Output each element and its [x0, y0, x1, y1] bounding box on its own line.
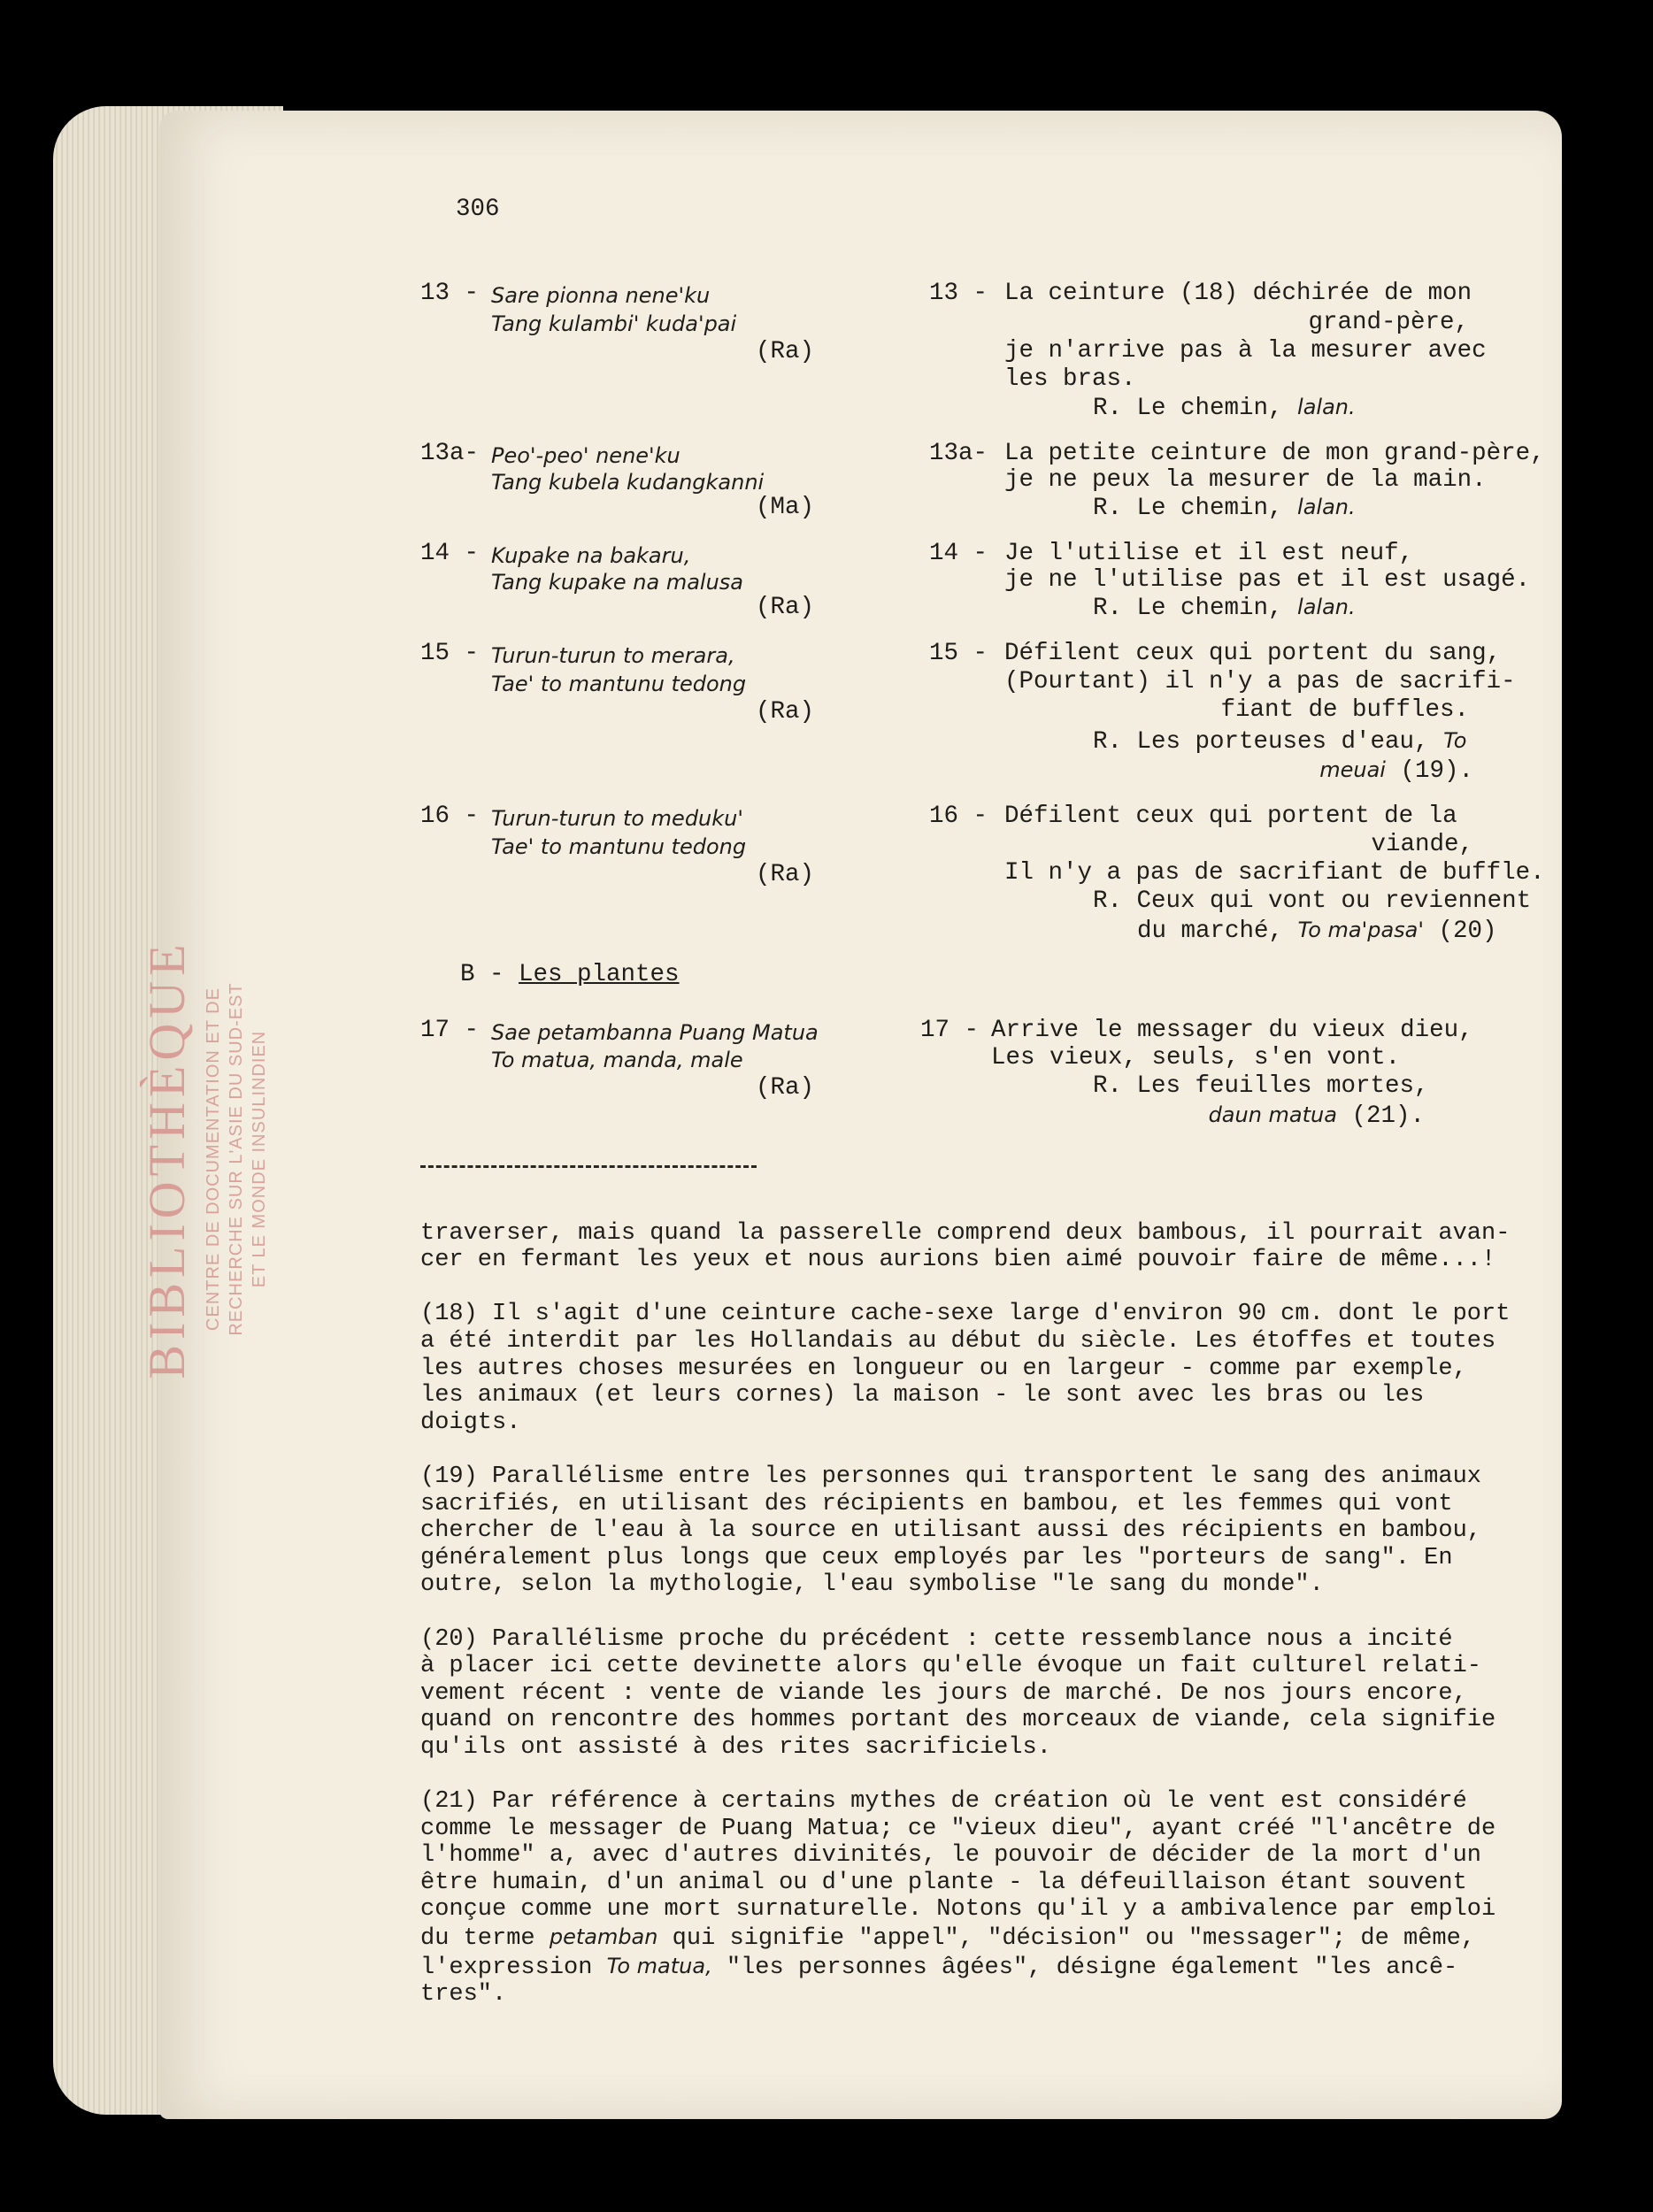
- riddle-answer-cont: daun matua (21).: [1208, 1102, 1425, 1130]
- riddle-tag: (Ma): [755, 494, 814, 521]
- translation-line: La petite ceinture de mon grand-père,: [1004, 440, 1545, 467]
- translation-line: La ceinture (18) déchirée de mon: [1004, 280, 1472, 307]
- riddle-source-line: Turun-turun to meduku': [491, 806, 743, 831]
- footnote-19: (19) Parallélisme entre les personnes qui transportent le sang des animaux sacrifiés, en utilisant des récipients en bambou, et les femmes qui vont chercher de l'eau à la source en utilisant aussi des récipients en bambou, généralement plus longs que ceux employés par les "porteurs de sang". En outre, selon la mythologie, l'eau symbolise "le sang du monde".: [420, 1463, 1481, 1599]
- section-title: Les plantes: [519, 961, 680, 988]
- translation-line: Je l'utilise et il est neuf,: [1004, 540, 1414, 567]
- riddle-source-line: To matua, manda, male: [491, 1048, 743, 1072]
- translation-number: 13a-: [929, 440, 988, 467]
- translation-number: 13 -: [929, 280, 988, 307]
- translation-line: Défilent ceux qui portent du sang,: [1004, 640, 1502, 667]
- footnote-separator: [420, 1165, 757, 1168]
- riddle-source-line: Tang kulambi' kuda'pai: [491, 311, 737, 336]
- riddle-source-line: Tang kubela kudangkanni: [491, 470, 765, 495]
- footnote-21: (21) Par référence à certains mythes de création où le vent est considéré comme le messager de Puang Matua; ce "vieux dieu", ayant créé "l'ancêtre de l'homme" a, avec d'autres divinités, le pouvoir de décider de la mort d'un être humain, d'un animal ou d'une plante - la défeuillaison étant souvent conçue comme une mort surnaturelle. Notons qu'il y a ambivalence par emploi du terme petamban qui signifie "appel", "décision" ou "messager"; de même, l'expression To matua, "les personnes âgées", désigne également "les ancê- tres".: [420, 1788, 1496, 2008]
- riddle-tag: (Ra): [755, 698, 814, 726]
- translation-line: fiant de buffles.: [1220, 696, 1469, 724]
- riddle-tag: (Ra): [755, 1074, 814, 1102]
- translation-number: 15 -: [929, 640, 988, 667]
- footnotes: [420, 1193, 1526, 2035]
- riddle-number: 15 -: [420, 640, 480, 667]
- translation-line: (Pourtant) il n'y a pas de sacrifi-: [1004, 668, 1516, 695]
- riddle-number: 14 -: [420, 540, 480, 567]
- riddle-source-line: Turun-turun to merara,: [491, 643, 735, 668]
- riddle-source-line: Tae' to mantunu tedong: [491, 672, 747, 696]
- translation-line: grand-père,: [1308, 309, 1469, 336]
- riddle-answer: R. Le chemin, lalan.: [1093, 495, 1356, 522]
- footnote-18: (18) Il s'agit d'une ceinture cache-sexe large d'environ 90 cm. dont le port a été interdit par les Hollandais au début du siècle. Les étoffes et toutes les autres choses mesurées en longueur ou en largeur - comme par exemple, les animaux (et leurs cornes) la maison - le sont avec les bras ou les doigts.: [420, 1301, 1511, 1436]
- riddle-answer: R. Les feuilles mortes,: [1093, 1072, 1429, 1100]
- translation-line: les bras.: [1004, 365, 1136, 393]
- stamp-title: BIBLIOTHÈQUE: [138, 939, 196, 1379]
- translation-line: Défilent ceux qui portent de la: [1004, 803, 1457, 830]
- stamp-line: CENTRE DE DOCUMENTATION ET DE: [204, 987, 223, 1331]
- translation-line: Il n'y a pas de sacrifiant de buffle.: [1004, 859, 1545, 887]
- riddle-source-line: Sare pionna nene'ku: [491, 283, 711, 308]
- riddle-number: 17 -: [420, 1017, 480, 1044]
- page-number: 306: [456, 196, 500, 223]
- library-stamp: [133, 867, 319, 1451]
- riddle-answer-cont: meuai (19).: [1319, 757, 1473, 785]
- riddle-source-line: Tang kupake na malusa: [491, 570, 743, 595]
- riddle-answer: R. Le chemin, lalan.: [1093, 595, 1356, 622]
- footnote-20: (20) Parallélisme proche du précédent : cette ressemblance nous a incité à placer ici cette devinette alors qu'elle évoque un fait culturel relati- vement récent : vente de viande les jours de marché. De nos jours encore, quand on rencontre des hommes portant des morceaux de viande, cela signifie qu'ils ont assisté à des rites sacrificiels.: [420, 1625, 1496, 1761]
- riddle-answer: R. Les porteuses d'eau, To: [1093, 728, 1467, 756]
- riddle-answer: R. Le chemin, lalan.: [1093, 395, 1356, 422]
- stamp-line: RECHERCHE SUR L'ASIE DU SUD-EST: [227, 982, 246, 1336]
- translation-line: viande,: [1371, 831, 1473, 858]
- translation-number: 17 -: [920, 1017, 980, 1044]
- translation-line: Les vieux, seuls, s'en vont.: [991, 1044, 1401, 1071]
- riddle-number: 16 -: [420, 803, 480, 830]
- translation-number: 14 -: [929, 540, 988, 567]
- riddle-source-line: Sae petambanna Puang Matua: [491, 1020, 819, 1045]
- footnote-continuation: traverser, mais quand la passerelle comprend deux bambous, il pourrait avan- cer en fermant les yeux et nous aurions bien aimé pouvoir faire de même...!: [420, 1219, 1511, 1274]
- riddle-tag: (Ra): [755, 594, 814, 621]
- riddle-tag: (Ra): [755, 861, 814, 888]
- translation-number: 16 -: [929, 803, 988, 830]
- translation-line: je n'arrive pas à la mesurer avec: [1004, 337, 1487, 365]
- riddle-answer-cont: du marché, To ma'pasa' (20): [1137, 918, 1497, 945]
- riddle-source-line: Tae' to mantunu tedong: [491, 834, 747, 859]
- translation-line: je ne peux la mesurer de la main.: [1004, 466, 1487, 494]
- riddle-tag: (Ra): [755, 338, 814, 365]
- stamp-line: ET LE MONDE INSULINDIEN: [250, 1030, 269, 1288]
- section-heading: B - Les plantes: [460, 961, 680, 988]
- riddle-source-line: Kupake na bakaru,: [491, 543, 691, 568]
- translation-line: Arrive le messager du vieux dieu,: [991, 1017, 1473, 1044]
- riddle-answer: R. Ceux qui vont ou reviennent: [1093, 887, 1532, 915]
- riddle-number: 13a-: [420, 440, 480, 467]
- riddle-number: 13 -: [420, 280, 480, 307]
- riddle-source-line: Peo'-peo' nene'ku: [491, 443, 680, 468]
- translation-line: je ne l'utilise pas et il est usagé.: [1004, 566, 1531, 594]
